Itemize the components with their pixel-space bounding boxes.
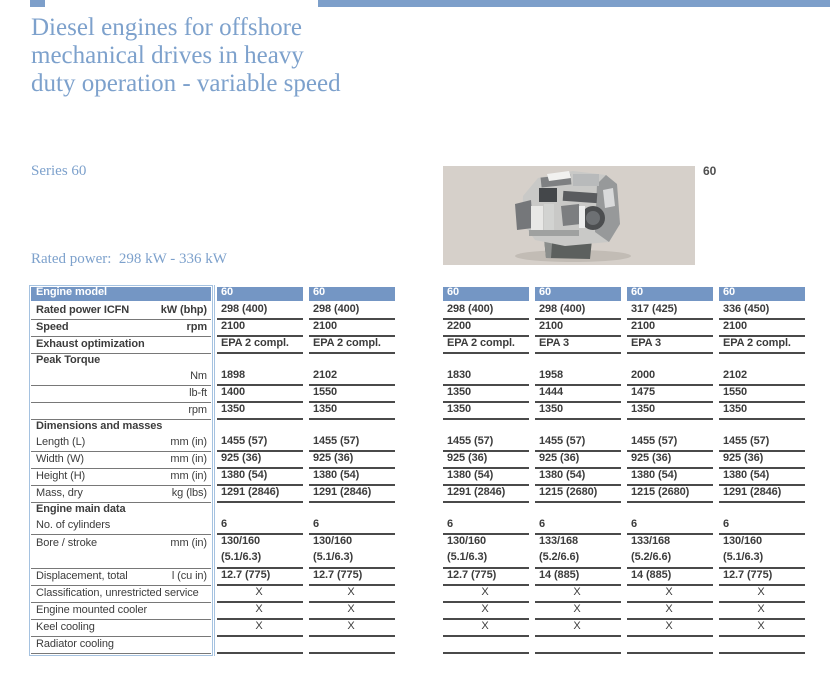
spec-value: 60 — [217, 287, 303, 301]
spec-value: 1380 (54) — [309, 469, 395, 486]
spec-unit-text: mm (in) — [170, 470, 207, 482]
spec-label-text: Mass, dry — [36, 487, 83, 499]
spec-value — [443, 637, 529, 654]
spec-value: 6 — [309, 518, 395, 535]
spec-value: 1380 (54) — [443, 469, 529, 486]
spec-value — [217, 637, 303, 654]
spec-unit-text: mm (in) — [170, 453, 207, 465]
table-row — [31, 620, 805, 637]
spec-value-line2: (5.2/6.6) — [539, 551, 580, 563]
table-row — [31, 354, 805, 369]
spec-value: 6 — [719, 518, 805, 535]
spec-value: X — [217, 603, 303, 620]
spec-value: X — [627, 603, 713, 620]
spec-value: 60 — [443, 287, 529, 301]
spec-value-line2: (5.2/6.6) — [631, 551, 672, 563]
spec-label-text: Dimensions and masses — [36, 420, 163, 432]
spec-value: X — [627, 620, 713, 637]
spec-value: 2102 — [309, 369, 395, 386]
spec-value: 60 — [535, 287, 621, 301]
spec-value — [309, 637, 395, 654]
page-title-line2: mechanical drives in heavy — [31, 42, 304, 69]
spec-value: 925 (36) — [627, 452, 713, 469]
spec-label — [31, 320, 211, 337]
spec-value — [217, 535, 303, 569]
spec-value: 1455 (57) — [309, 435, 395, 452]
spec-value — [627, 637, 713, 654]
spec-value: 60 — [309, 287, 395, 301]
spec-value-line1: 133/168 — [539, 535, 579, 547]
spec-value: X — [217, 586, 303, 603]
spec-value — [719, 535, 805, 569]
spec-value: 14 (885) — [535, 569, 621, 586]
spec-label — [31, 569, 211, 586]
spec-label — [31, 386, 211, 403]
spec-unit-text: rpm — [186, 321, 207, 333]
spec-label-text: Height (H) — [36, 470, 86, 482]
spec-value: 1350 — [443, 403, 529, 420]
spec-value-line2: (5.1/6.3) — [221, 551, 262, 563]
page-title — [31, 14, 341, 98]
spec-label — [31, 603, 211, 620]
table-row — [31, 637, 805, 654]
spec-value: 1455 (57) — [535, 435, 621, 452]
spec-value: 1958 — [535, 369, 621, 386]
spec-label — [31, 503, 211, 518]
spec-value: 6 — [535, 518, 621, 535]
spec-value: 60 — [627, 287, 713, 301]
spec-label-text: Peak Torque — [36, 354, 101, 366]
spec-value: 2102 — [719, 369, 805, 386]
spec-value: 12.7 (775) — [719, 569, 805, 586]
spec-value: 2100 — [309, 320, 395, 337]
spec-label — [31, 287, 211, 301]
spec-label-text: Engine mounted cooler — [36, 604, 148, 616]
spec-value: 1291 (2846) — [217, 486, 303, 503]
spec-value: 298 (400) — [309, 303, 395, 320]
page-title-line3: duty operation - variable speed — [31, 70, 341, 97]
spec-value: 1380 (54) — [535, 469, 621, 486]
engine-photo — [443, 166, 695, 265]
spec-value: X — [217, 620, 303, 637]
spec-value-line2: (5.1/6.3) — [447, 551, 488, 563]
spec-value: 1455 (57) — [217, 435, 303, 452]
table-row — [31, 518, 805, 535]
table-row — [31, 287, 805, 301]
spec-label — [31, 637, 211, 654]
spec-value: X — [309, 620, 395, 637]
spec-value: 925 (36) — [535, 452, 621, 469]
spec-label — [31, 369, 211, 386]
table-row — [31, 603, 805, 620]
spec-value: X — [719, 586, 805, 603]
spec-value-line1: 130/160 — [723, 535, 763, 547]
spec-value: 2000 — [627, 369, 713, 386]
spec-value: X — [535, 620, 621, 637]
spec-value: 1350 — [627, 403, 713, 420]
spec-value: EPA 3 — [535, 337, 621, 354]
page-title-line1: Diesel engines for offshore — [31, 14, 302, 41]
spec-value: 1455 (57) — [627, 435, 713, 452]
spec-label — [31, 337, 211, 354]
spec-value: 6 — [217, 518, 303, 535]
spec-value: 1550 — [719, 386, 805, 403]
spec-value: 1455 (57) — [443, 435, 529, 452]
spec-unit-text: Nm — [190, 370, 207, 382]
spec-value: EPA 2 compl. — [443, 337, 529, 354]
spec-value: 298 (400) — [443, 303, 529, 320]
rated-power-line: Rated power: 298 kW - 336 kW — [31, 251, 227, 267]
spec-value: 2100 — [627, 320, 713, 337]
spec-value: 1350 — [217, 403, 303, 420]
top-accent-bar-right — [318, 0, 830, 7]
spec-value: EPA 3 — [627, 337, 713, 354]
spec-value: 1291 (2846) — [443, 486, 529, 503]
spec-value: 1215 (2680) — [535, 486, 621, 503]
spec-value — [719, 637, 805, 654]
spec-label — [31, 620, 211, 637]
spec-value: 336 (450) — [719, 303, 805, 320]
spec-value: X — [719, 620, 805, 637]
spec-value: 925 (36) — [309, 452, 395, 469]
table-row — [31, 435, 805, 452]
spec-label-text: Length (L) — [36, 436, 86, 448]
spec-value: 12.7 (775) — [443, 569, 529, 586]
spec-value: 1898 — [217, 369, 303, 386]
spec-value — [627, 535, 713, 569]
spec-label — [31, 535, 211, 569]
spec-value: 2100 — [719, 320, 805, 337]
spec-value: X — [443, 603, 529, 620]
spec-value — [443, 535, 529, 569]
spec-value: 1380 (54) — [719, 469, 805, 486]
spec-label-text: Displacement, total — [36, 570, 128, 582]
spec-value: 1291 (2846) — [719, 486, 805, 503]
spec-label-text: Speed — [36, 321, 69, 333]
spec-value: EPA 2 compl. — [309, 337, 395, 354]
spec-value: 925 (36) — [443, 452, 529, 469]
spec-value: EPA 2 compl. — [719, 337, 805, 354]
spec-label — [31, 303, 211, 320]
spec-value-line2: (5.1/6.3) — [313, 551, 354, 563]
spec-value: 14 (885) — [627, 569, 713, 586]
spec-label — [31, 452, 211, 469]
spec-value: 1380 (54) — [217, 469, 303, 486]
spec-value: X — [309, 603, 395, 620]
spec-value: 1350 — [719, 403, 805, 420]
spec-label — [31, 469, 211, 486]
spec-label — [31, 486, 211, 503]
spec-value: X — [627, 586, 713, 603]
spec-value: EPA 2 compl. — [217, 337, 303, 354]
spec-unit-text: mm (in) — [170, 537, 207, 549]
spec-value: 2100 — [535, 320, 621, 337]
spec-value: 1350 — [309, 403, 395, 420]
table-row — [31, 320, 805, 337]
table-row — [31, 403, 805, 420]
spec-unit-text: lb-ft — [189, 387, 207, 399]
table-row — [31, 503, 805, 518]
spec-value: X — [719, 603, 805, 620]
spec-value-line1: 130/160 — [313, 535, 353, 547]
spec-value: 12.7 (775) — [217, 569, 303, 586]
spec-value: 1444 — [535, 386, 621, 403]
spec-unit-text: kg (lbs) — [171, 487, 207, 499]
table-row — [31, 469, 805, 486]
table-row — [31, 369, 805, 386]
spec-value: 1350 — [443, 386, 529, 403]
spec-label-text: Keel cooling — [36, 621, 95, 633]
spec-value: 2100 — [217, 320, 303, 337]
spec-label — [31, 586, 211, 603]
spec-value: 1215 (2680) — [627, 486, 713, 503]
spec-label — [31, 403, 211, 420]
spec-value: 298 (400) — [535, 303, 621, 320]
spec-value-line1: 133/168 — [631, 535, 671, 547]
spec-label — [31, 518, 211, 535]
spec-value: 6 — [627, 518, 713, 535]
spec-value: X — [535, 586, 621, 603]
series-label: Series 60 — [31, 163, 87, 179]
table-row — [31, 535, 805, 569]
spec-value: 60 — [719, 287, 805, 301]
spec-value: X — [443, 620, 529, 637]
table-row — [31, 420, 805, 435]
spec-label-text: Engine main data — [36, 503, 126, 515]
spec-label-text: Radiator cooling — [36, 638, 114, 650]
engine-model-caption: 60 — [703, 164, 717, 178]
spec-value: X — [535, 603, 621, 620]
spec-value: 1475 — [627, 386, 713, 403]
spec-label-text: Width (W) — [36, 453, 84, 465]
spec-value: 1400 — [217, 386, 303, 403]
spec-label-text: No. of cylinders — [36, 519, 111, 531]
spec-label-text: Engine model — [36, 286, 107, 298]
spec-value: 12.7 (775) — [309, 569, 395, 586]
spec-value: 1291 (2846) — [309, 486, 395, 503]
spec-value: 1350 — [535, 403, 621, 420]
spec-unit-text: mm (in) — [170, 436, 207, 448]
spec-label-text: Classification, unrestricted service — [36, 587, 199, 599]
spec-value: 317 (425) — [627, 303, 713, 320]
spec-value: 1380 (54) — [627, 469, 713, 486]
table-row — [31, 386, 805, 403]
spec-table — [31, 287, 805, 654]
spec-value: X — [309, 586, 395, 603]
spec-value — [535, 637, 621, 654]
spec-unit-text: kW (bhp) — [160, 304, 207, 316]
spec-label — [31, 354, 211, 369]
spec-value: 925 (36) — [217, 452, 303, 469]
table-row — [31, 303, 805, 320]
spec-value-line2: (5.1/6.3) — [723, 551, 764, 563]
spec-value: 298 (400) — [217, 303, 303, 320]
spec-label-text: Rated power ICFN — [36, 304, 130, 316]
table-row — [31, 586, 805, 603]
spec-unit-text: rpm — [188, 404, 207, 416]
spec-value-line1: 130/160 — [221, 535, 261, 547]
spec-value: 2200 — [443, 320, 529, 337]
spec-value — [309, 535, 395, 569]
spec-value-line1: 130/160 — [447, 535, 487, 547]
spec-value: 1550 — [309, 386, 395, 403]
spec-value: 6 — [443, 518, 529, 535]
table-row — [31, 486, 805, 503]
spec-value — [535, 535, 621, 569]
spec-label — [31, 420, 211, 435]
spec-label-text: Bore / stroke — [36, 537, 98, 549]
spec-unit-text: l (cu in) — [171, 570, 207, 582]
spec-value: 1830 — [443, 369, 529, 386]
spec-value: X — [443, 586, 529, 603]
table-row — [31, 569, 805, 586]
spec-label-text: Exhaust optimization — [36, 338, 145, 350]
spec-value: 1455 (57) — [719, 435, 805, 452]
spec-value: 925 (36) — [719, 452, 805, 469]
top-accent-bar-left — [30, 0, 45, 7]
table-row — [31, 337, 805, 354]
engine-image-box — [443, 166, 695, 265]
spec-label — [31, 435, 211, 452]
table-row — [31, 452, 805, 469]
